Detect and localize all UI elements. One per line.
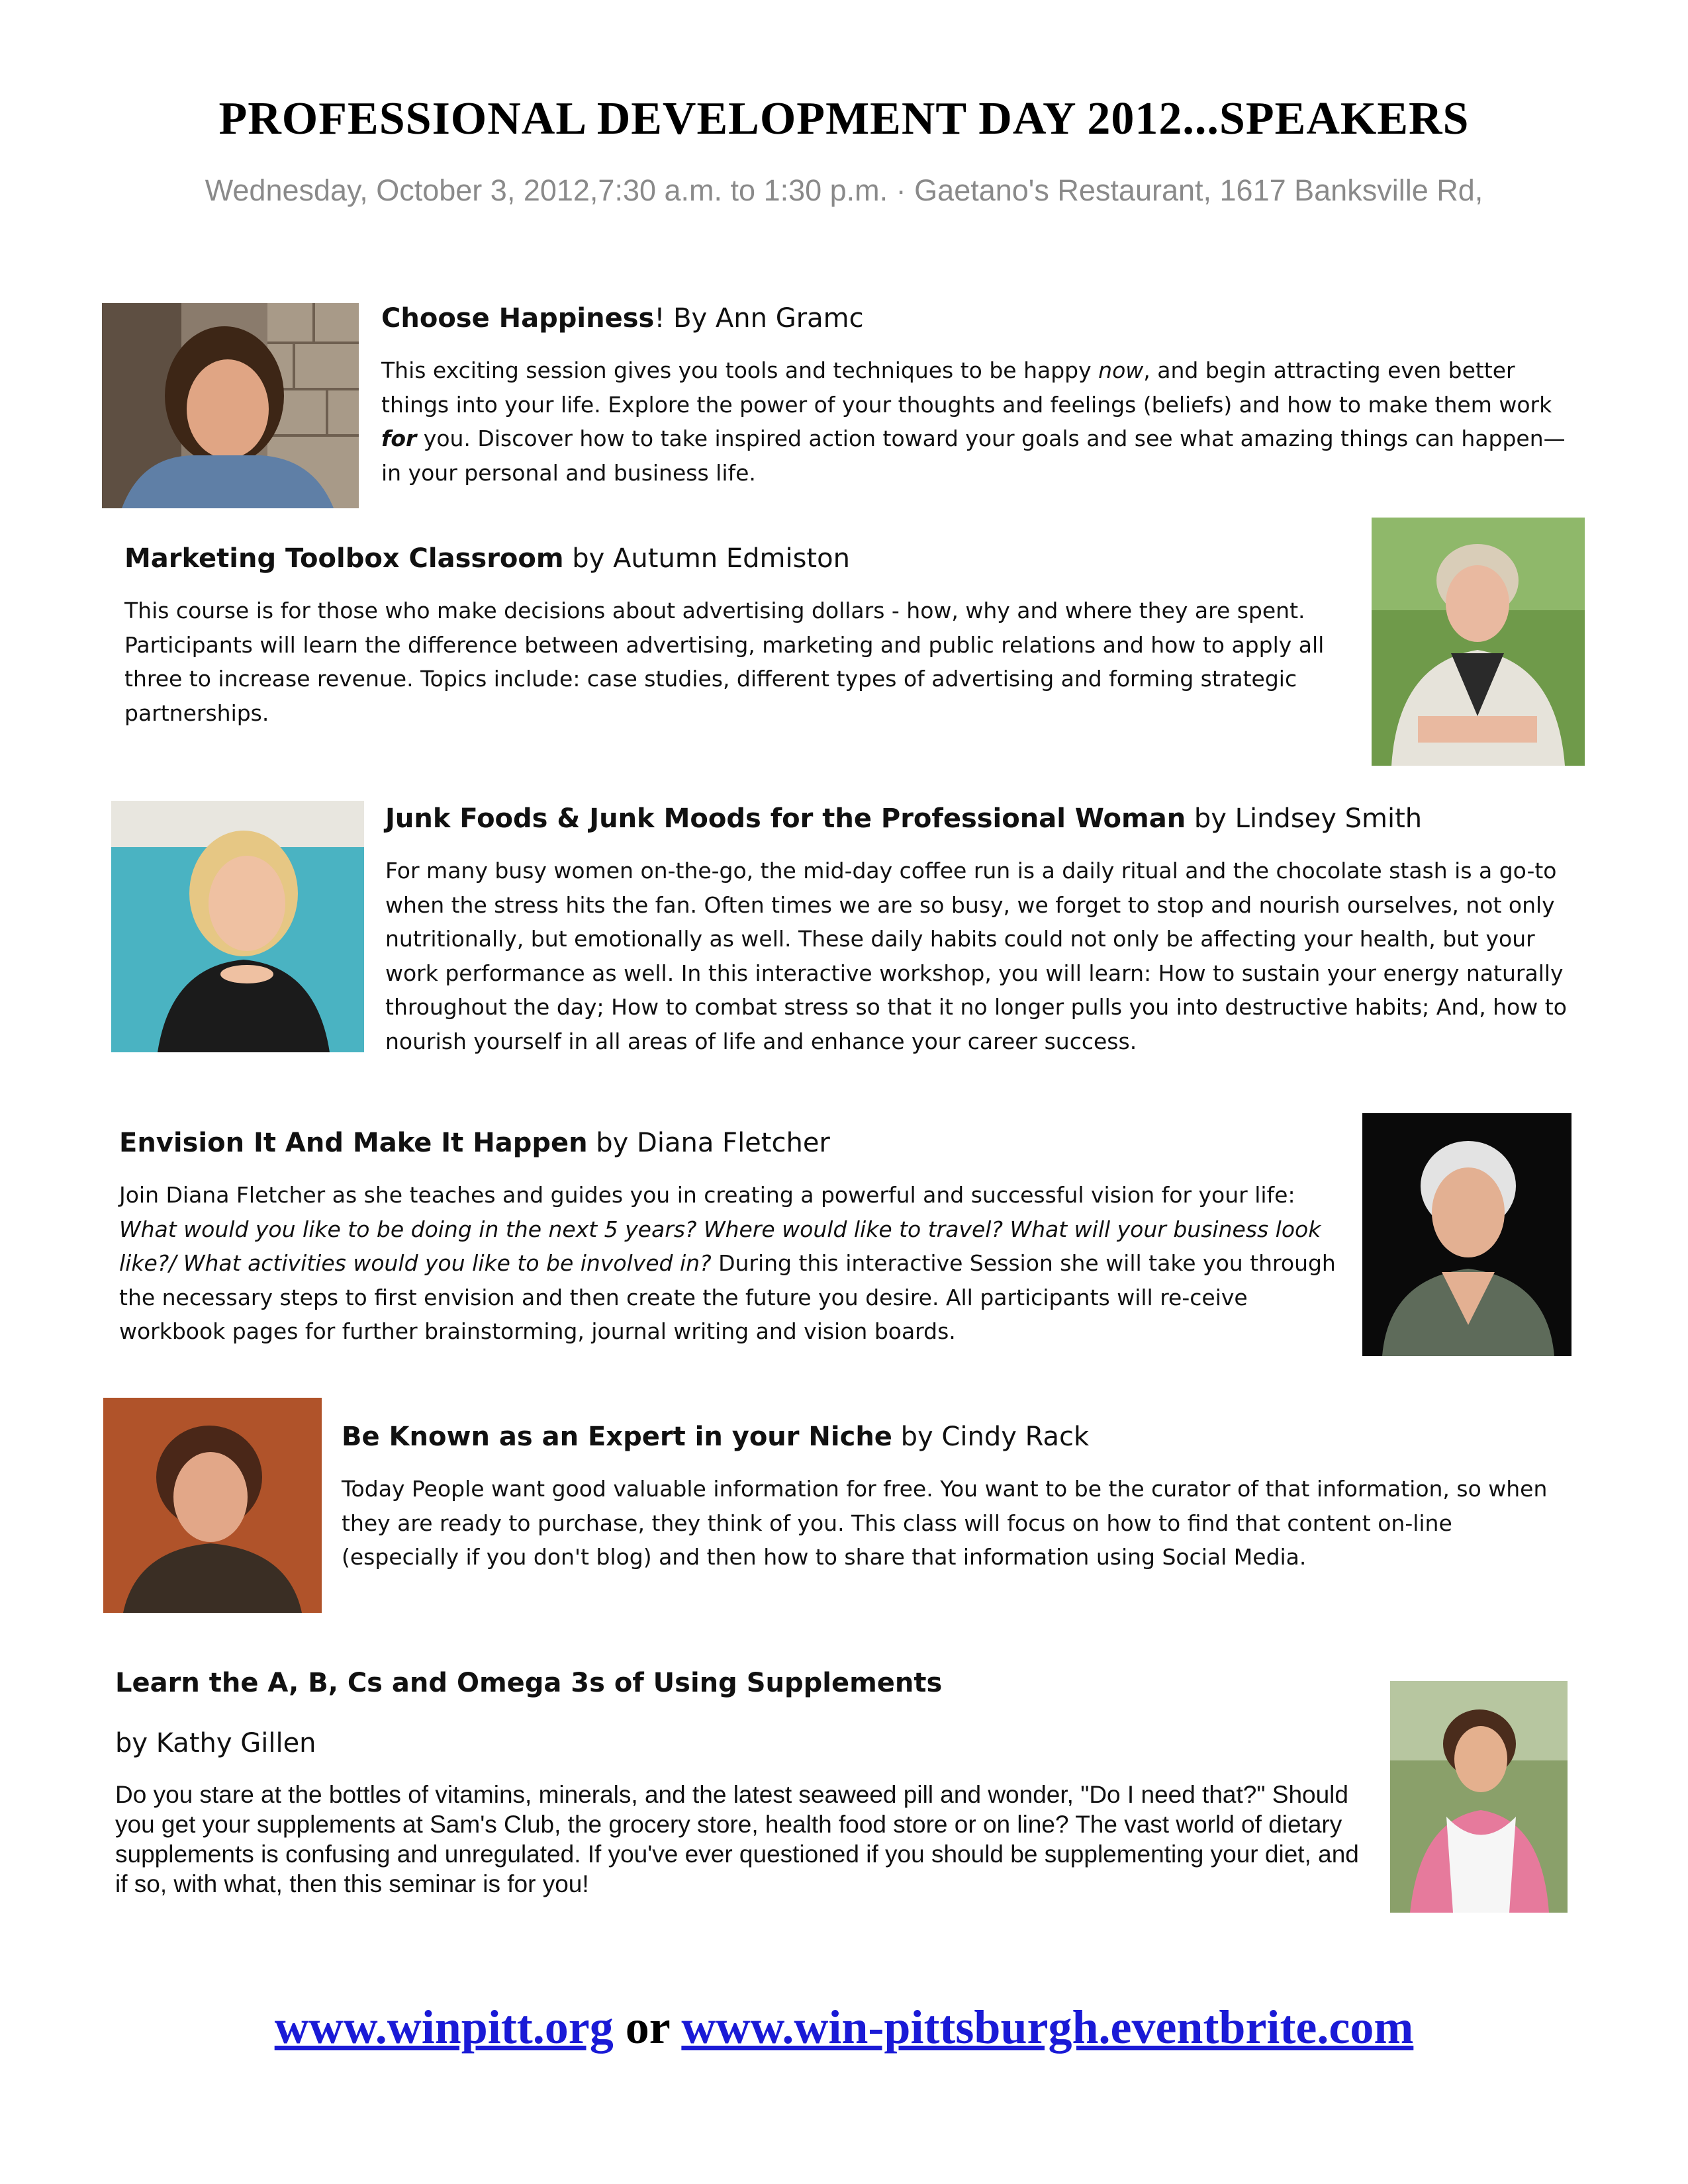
session-title: Marketing Toolbox Classroom by Autumn Edmiston xyxy=(124,543,850,574)
session-description: Join Diana Fletcher as she teaches and guides you in creating a powerful and successful vision for your life: What would you like to be doing in the next 5 years? Where would like to travel? What will your business look like?/ What activities would you like to be involved in? During this interactive Session she will take you through the necessary steps to first envision and then create the future you desire. All participants will re-ceive workbook pages for further brainstorming, journal writing and vision boards. xyxy=(119,1182,1336,1344)
session-description: This exciting session gives you tools and techniques to be happy now, and begin attracting even better things into your life. Explore the power of your thoughts and feelings (beliefs) and how to make them work for you. Discover how to take inspired action toward your goals and see what amazing things can happen—in your personal and business life. xyxy=(381,357,1566,486)
session-title: Envision It And Make It Happen by Diana Fletcher xyxy=(119,1128,830,1158)
session-junk-foods xyxy=(385,801,1577,1058)
session-be-known xyxy=(342,1419,1573,1574)
session-title: Choose Happiness! By Ann Gramc xyxy=(381,303,864,334)
session-byline: by Kathy Gillen xyxy=(115,1728,316,1758)
winpitt-link[interactable]: www.winpitt.org xyxy=(274,2001,614,2054)
session-description: Today People want good valuable information for free. You want to be the curator of that information, so when they are ready to purchase, they think of you. This class will focus on how to find that content on-line (especially if you don't blog) and then how to share that information using Social Media. xyxy=(342,1476,1548,1570)
link-separator: or xyxy=(613,2001,682,2054)
session-title: Learn the A, B, Cs and Omega 3s of Using Supplements xyxy=(115,1668,943,1698)
event-details: Wednesday, October 3, 2012,7:30 a.m. to 1:30 p.m. · Gaetano's Restaurant, 1617 Banksville Rd, xyxy=(205,173,1483,207)
session-title: Junk Foods & Junk Moods for the Professional Woman by Lindsey Smith xyxy=(385,803,1423,834)
speaker-photo-diana-fletcher xyxy=(1362,1113,1571,1356)
speaker-photo-ann-gramc xyxy=(102,303,359,508)
session-marketing-toolbox xyxy=(124,541,1369,730)
session-supplements xyxy=(115,1665,1373,1899)
footer-links xyxy=(0,2000,1688,2055)
speaker-photo-cindy-rack xyxy=(103,1398,322,1613)
session-description: This course is for those who make decisions about advertising dollars - how, why and where they are spent. Participants will learn the difference between advertising, marketing and public relations and how to apply all three to increase revenue. Topics include: case studies, different types of advertising and forming strategic partnerships. xyxy=(124,598,1325,726)
speaker-photo-kathy-gillen xyxy=(1390,1681,1568,1913)
eventbrite-link[interactable]: www.win-pittsburgh.eventbrite.com xyxy=(681,2001,1414,2054)
session-choose-happiness xyxy=(381,300,1573,490)
speaker-photo-autumn-edmiston xyxy=(1372,518,1585,766)
session-description: Do you stare at the bottles of vitamins, minerals, and the latest seaweed pill and wonder, "Do I need that?" Should you get your supplements at Sam's Club, the grocery store, health food store or on line? The vast world of dietary supplements is confusing and unregulated. If you've ever questioned if you should be supplementing your diet, and if so, with what, then this seminar is for you! xyxy=(115,1781,1359,1897)
session-envision-it xyxy=(119,1125,1357,1349)
page-title: PROFESSIONAL DEVELOPMENT DAY 2012...SPEAKERS xyxy=(218,93,1470,144)
speaker-photo-lindsey-smith xyxy=(111,801,364,1052)
session-title: Be Known as an Expert in your Niche by Cindy Rack xyxy=(342,1422,1090,1452)
session-description: For many busy women on-the-go, the mid-day coffee run is a daily ritual and the chocolate stash is a go-to when the stress hits the fan. Often times we are so busy, we forget to stop and nourish ourselves, not only nutritionally, but emotionally as well. These daily habits could not only be affecting your health, but your work performance as well. In this interactive workshop, you will learn: How to sustain your energy naturally throughout the day; How to combat stress so that it no longer pulls you into destructive habits; And, how to nourish yourself in all areas of life and enhance your career success. xyxy=(385,858,1567,1054)
